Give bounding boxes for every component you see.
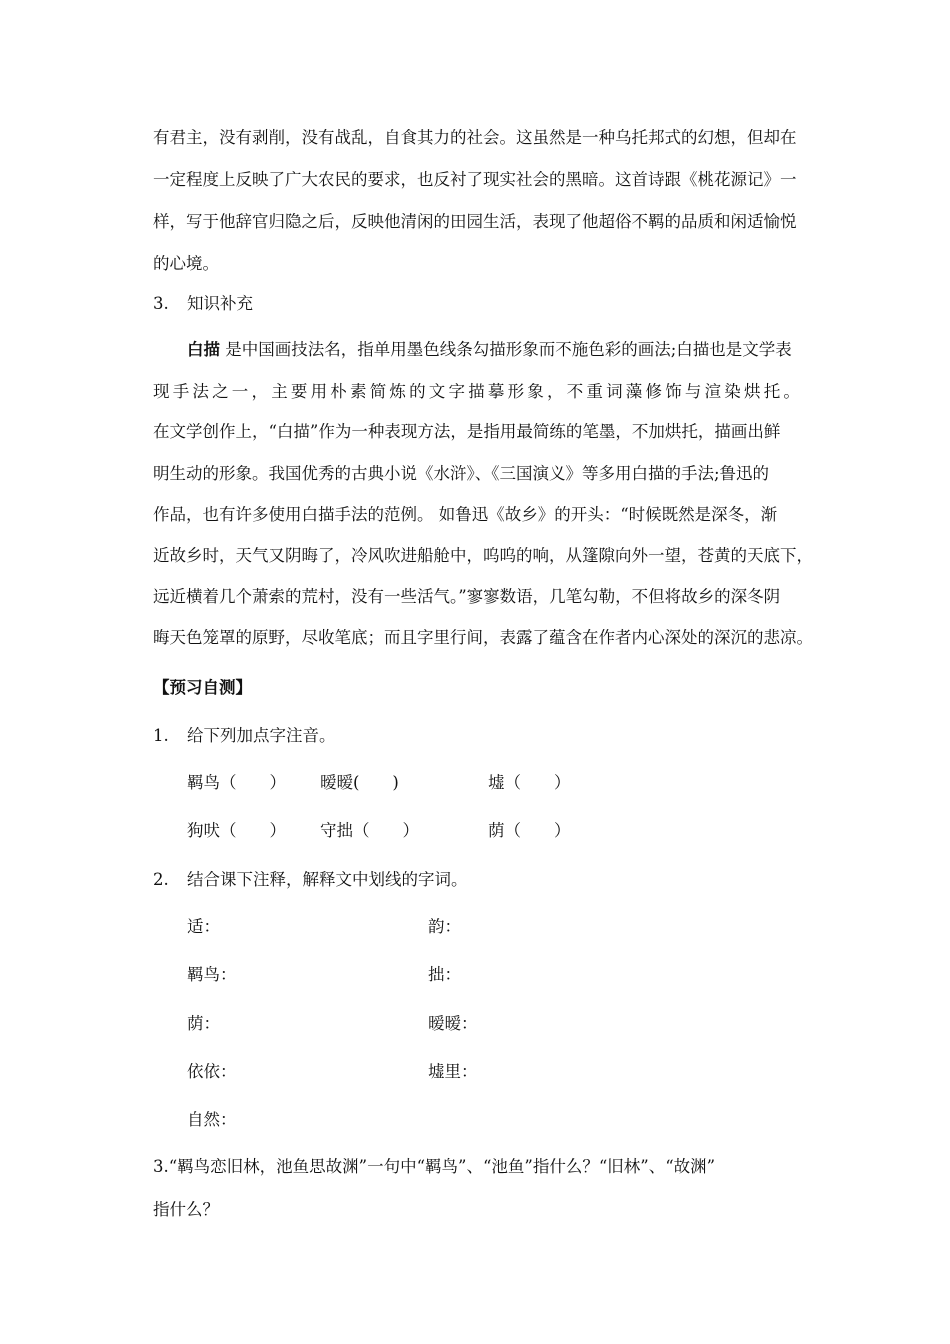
- q2-term-yiyi: 依依：: [187, 1062, 237, 1081]
- q1-item-jiniao: 羁鸟（ ）: [187, 773, 286, 792]
- q1-item-yin: 荫（ ）: [488, 821, 571, 840]
- q1-item-goufei: 狗吠（ ）: [187, 821, 286, 840]
- q1-item-shouzhuo: 守拙（ ）: [320, 821, 419, 840]
- para1-line-2: 一定程度上反映了广大农民的要求，也反衬了现实社会的黑暗。这首诗跟《桃花源记》一: [153, 170, 797, 189]
- q2-text: 结合课下注释，解释文中划线的字词。: [187, 870, 468, 889]
- baimiao-line-1-rest: 是中国画技法名，指单用墨色线条勾描形象而不施色彩的画法;白描也是文学表: [225, 340, 792, 359]
- q2-term-ziran: 自然：: [187, 1110, 237, 1129]
- baimiao-line-2: 现手法之一，主要用朴素简炼的文字描摹形象，不重词藻修饰与渲染烘托。: [153, 382, 804, 401]
- section3-number: 3.: [153, 294, 169, 313]
- q2-term-shi: 适：: [187, 917, 220, 936]
- q3-line-2: 指什么？: [153, 1200, 219, 1219]
- baimiao-line-7: 远近横着几个萧索的荒村，没有一些活气。”寥寥数语，几笔勾勒，不但将故乡的深冬阴: [153, 587, 781, 606]
- baimiao-term: 白描: [187, 340, 220, 359]
- section3-heading: [153, 290, 253, 314]
- baimiao-line-6: 近故乡时，天气又阴晦了，冷风吹进船舱中，呜呜的响，从篷隙向外一望，苍黄的天底下，: [153, 546, 813, 565]
- q1-number: 1.: [153, 726, 169, 745]
- q2-term-zhuo: 拙：: [428, 965, 461, 984]
- baimiao-line-3: 在文学创作上，“白描”作为一种表现方法，是指用最简练的笔墨，不加烘托，描画出鲜: [153, 422, 781, 441]
- q1-item-aiai: 暧暧( ): [320, 773, 399, 792]
- q1-text: 给下列加点字注音。: [187, 726, 336, 745]
- section3-title: 知识补充: [187, 294, 253, 313]
- q3-line-1: 3.“羁鸟恋旧林，池鱼思故渊”一句中“羁鸟”、“池鱼”指什么？“旧林”、“故渊”: [153, 1157, 716, 1176]
- q1-prompt: [153, 722, 336, 746]
- baimiao-line-5: 作品，也有许多使用白描手法的范例。 如鲁迅《故乡》的开头：“时候既然是深冬，渐: [153, 505, 778, 524]
- q2-number: 2.: [153, 870, 169, 889]
- q2-term-xuli: 墟里：: [428, 1062, 478, 1081]
- q2-term-jiniao: 羁鸟：: [187, 965, 237, 984]
- baimiao-line-4: 明生动的形象。我国优秀的古典小说《水浒》、《三国演义》等多用白描的手法;鲁迅的: [153, 464, 770, 483]
- q1-item-xu: 墟（ ）: [488, 773, 571, 792]
- para1-line-4: 的心境。: [153, 254, 219, 273]
- q2-term-yin: 荫：: [187, 1014, 220, 1033]
- q2-prompt: [153, 866, 468, 890]
- q2-term-yun: 韵：: [428, 917, 461, 936]
- para1-line-1: 有君主，没有剥削，没有战乱，自食其力的社会。这虽然是一种乌托邦式的幻想，但却在: [153, 128, 797, 147]
- q2-term-aiai: 暧暧：: [428, 1014, 478, 1033]
- preview-heading: 【预习自测】: [153, 678, 252, 697]
- para1-line-3: 样，写于他辞官归隐之后，反映他清闲的田园生活，表现了他超俗不羁的品质和闲适愉悦: [153, 212, 797, 231]
- baimiao-line-1: [187, 336, 792, 360]
- baimiao-line-8: 晦天色笼罩的原野，尽收笔底；而且字里行间，表露了蕴含在作者内心深处的深沉的悲凉。: [153, 628, 813, 647]
